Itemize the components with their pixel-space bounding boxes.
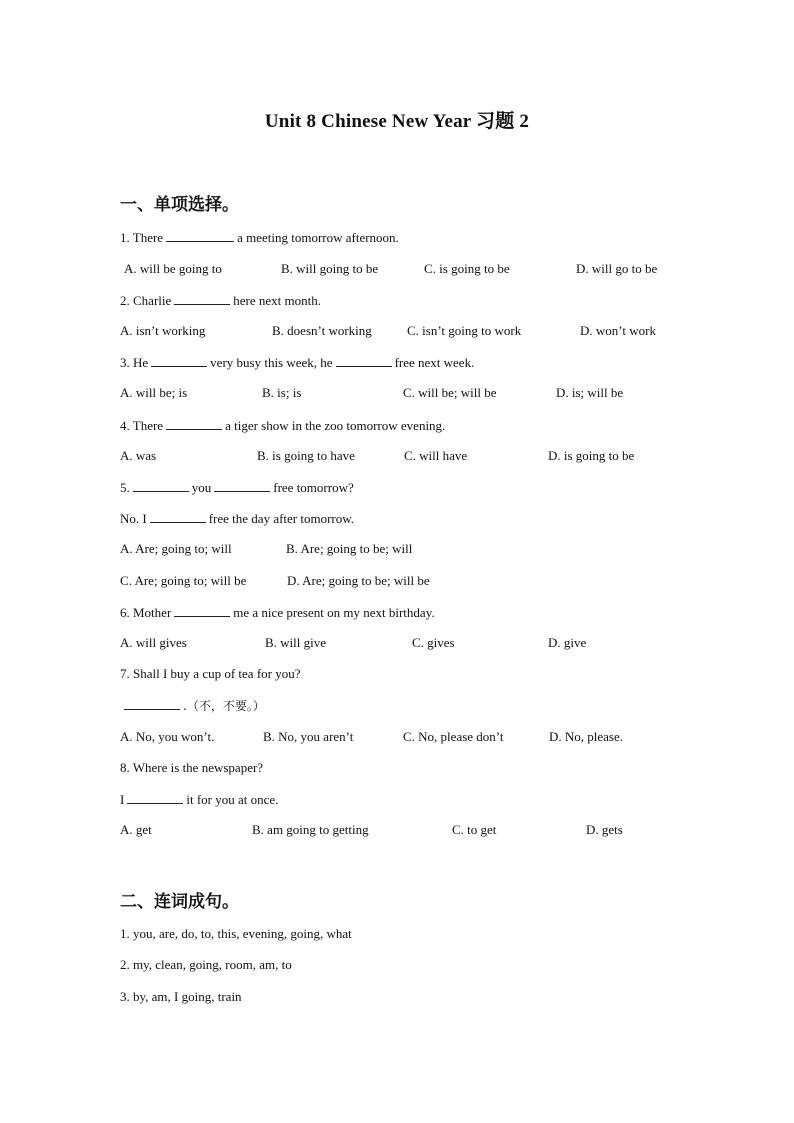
q7-option-d: D. No, please. — [549, 729, 624, 744]
q4-option-c: C. will have — [404, 448, 468, 463]
answer-blank — [214, 479, 270, 492]
question-3-lead: 3. He — [120, 355, 149, 370]
question-8-line-2-lead: I — [120, 792, 125, 807]
q2-option-a: A. isn’t working — [120, 323, 206, 338]
question-7: 7. Shall I buy a cup of tea for you? — [120, 666, 301, 681]
question-2-lead: 2. Charlie — [120, 293, 172, 308]
q3-option-d: D. is; will be — [556, 385, 624, 400]
q7-option-b: B. No, you aren’t — [263, 729, 354, 744]
question-5-mid: you — [191, 480, 212, 495]
q5-option-a: A. Are; going to; will — [120, 541, 232, 556]
answer-blank — [133, 479, 189, 492]
question-7-hint: .（不，不要。） — [183, 699, 265, 713]
q4-option-b: B. is going to have — [257, 448, 355, 463]
q3-option-b: B. is; is — [262, 385, 302, 400]
question-6-lead: 6. Mother — [120, 605, 172, 620]
question-2 — [120, 292, 321, 309]
q5-option-b: B. Are; going to be; will — [286, 541, 413, 556]
q1-option-c: C. is going to be — [424, 261, 510, 276]
answer-blank — [151, 354, 207, 367]
question-8: 8. Where is the newspaper? — [120, 760, 264, 775]
q3-option-c: C. will be; will be — [403, 385, 497, 400]
question-5 — [120, 479, 354, 496]
section-heading-sentences: 二、连词成句。 — [120, 892, 239, 912]
question-3 — [120, 354, 474, 371]
q5-option-c: C. Are; going to; will be — [120, 573, 247, 588]
answer-blank — [336, 354, 392, 367]
q4-option-d: D. is going to be — [548, 448, 635, 463]
question-4 — [120, 417, 445, 434]
q8-option-b: B. am going to getting — [252, 822, 369, 837]
answer-blank — [150, 510, 206, 523]
section-heading-choice: 一、单项选择。 — [120, 195, 239, 215]
q1-option-d: D. will go to be — [576, 261, 658, 276]
q7-option-c: C. No, please don’t — [403, 729, 504, 744]
answer-blank — [166, 417, 222, 430]
answer-blank — [127, 791, 183, 804]
question-5-lead: 5. — [120, 480, 130, 495]
q1-option-a: A. will be going to — [124, 261, 222, 276]
question-5-line-2-rest: free the day after tomorrow. — [208, 511, 355, 526]
q6-option-a: A. will gives — [120, 635, 187, 650]
q8-option-a: A. get — [120, 822, 152, 837]
question-5-line-2 — [120, 510, 354, 527]
answer-blank — [174, 604, 230, 617]
question-1-lead: 1. There — [120, 230, 164, 245]
question-5-line-2-lead: No. I — [120, 511, 147, 526]
question-7-answer-line — [124, 697, 265, 714]
sentence-item: 1. you, are, do, to, this, evening, going, what — [120, 926, 352, 941]
q2-option-c: C. isn’t going to work — [407, 323, 522, 338]
q2-option-d: D. won’t work — [580, 323, 656, 338]
q2-option-b: B. doesn’t working — [272, 323, 372, 338]
question-3-rest: free next week. — [394, 355, 475, 370]
q7-option-a: A. No, you won’t. — [120, 729, 215, 744]
answer-blank — [166, 229, 234, 242]
q5-option-d: D. Are; going to be; will be — [287, 573, 430, 588]
question-5-rest: free tomorrow? — [273, 480, 354, 495]
question-8-line-2-rest: it for you at once. — [186, 792, 279, 807]
q6-option-b: B. will give — [265, 635, 327, 650]
question-3-mid: very busy this week, he — [210, 355, 333, 370]
answer-blank — [174, 292, 230, 305]
q6-option-d: D. give — [548, 635, 587, 650]
question-4-lead: 4. There — [120, 418, 164, 433]
question-4-rest: a tiger show in the zoo tomorrow evening. — [225, 418, 446, 433]
q3-option-a: A. will be; is — [120, 385, 188, 400]
question-2-rest: here next month. — [233, 293, 321, 308]
question-8-line-2 — [120, 791, 278, 808]
question-6-rest: me a nice present on my next birthday. — [233, 605, 435, 620]
q1-option-b: B. will going to be — [281, 261, 379, 276]
page-title: Unit 8 Chinese New Year 习题 2 — [264, 111, 530, 132]
question-6 — [120, 604, 435, 621]
question-1 — [120, 229, 399, 246]
q4-option-a: A. was — [120, 448, 157, 463]
sentence-item: 3. by, am, I going, train — [120, 989, 242, 1004]
sentence-item: 2. my, clean, going, room, am, to — [120, 957, 292, 972]
answer-blank — [124, 697, 180, 710]
q6-option-c: C. gives — [412, 635, 455, 650]
q8-option-d: D. gets — [586, 822, 623, 837]
question-1-rest: a meeting tomorrow afternoon. — [237, 230, 399, 245]
q8-option-c: C. to get — [452, 822, 497, 837]
